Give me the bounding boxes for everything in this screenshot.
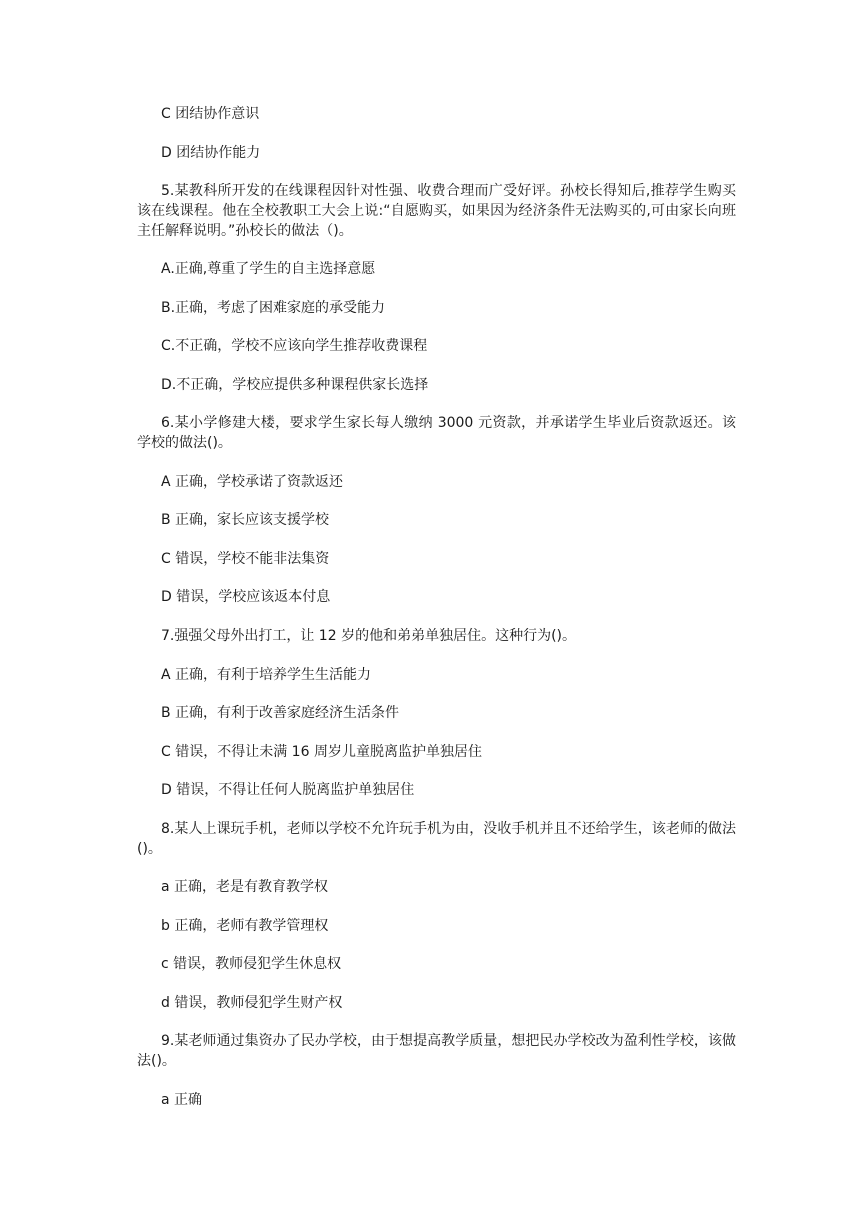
question-6: 6.某小学修建大楼，要求学生家长每人缴纳 3000 元资款，并承诺学生毕业后资款返还。该学校的做法()。 [137, 415, 736, 451]
option-d-q8: d 错误，教师侵犯学生财产权 [161, 995, 343, 1011]
option-d-q4: D 团结协作能力 [161, 145, 261, 161]
option-a-q5: A.正确,尊重了学生的自主选择意愿 [161, 261, 376, 277]
option-a-q6: A 正确，学校承诺了资款返还 [161, 474, 344, 490]
option-c-q4: C 团结协作意识 [161, 106, 260, 122]
option-b-q6: B 正确，家长应该支援学校 [161, 512, 330, 528]
option-c-q8: c 错误，教师侵犯学生休息权 [161, 956, 342, 972]
option-c-q7: C 错误，不得让未满 16 周岁儿童脱离监护单独居住 [161, 744, 482, 760]
option-a-q8: a 正确，老是有教育教学权 [161, 879, 329, 895]
option-d-q6: D 错误，学校应该返本付息 [161, 589, 331, 605]
option-b-q8: b 正确，老师有教学管理权 [161, 918, 329, 934]
option-b-q7: B 正确，有利于改善家庭经济生活条件 [161, 705, 400, 721]
question-7: 7.强强父母外出打工，让 12 岁的他和弟弟单独居住。这种行为()。 [161, 628, 576, 644]
option-c-q5: C.不正确，学校不应该向学生推荐收费课程 [161, 338, 428, 354]
option-c-q6: C 错误，学校不能非法集资 [161, 551, 330, 567]
option-d-q5: D.不正确，学校应提供多种课程供家长选择 [161, 377, 429, 393]
question-8: 8.某人上课玩手机，老师以学校不允许玩手机为由，没收手机并且不还给学生，该老师的做法()。 [137, 821, 736, 857]
option-d-q7: D 错误，不得让任何人脱离监护单独居住 [161, 782, 415, 798]
question-5: 5.某教科所开发的在线课程因针对性强、收费合理而广受好评。孙校长得知后,推荐学生购买该在线课程。他在全校教职工大会上说:“自愿购买，如果因为经济条件无法购买的,可由家长向班主任解释说明。”孙校长的做法（)。 [137, 183, 736, 239]
option-b-q5: B.正确，考虑了困难家庭的承受能力 [161, 300, 386, 316]
option-a-q7: A 正确，有利于培养学生生活能力 [161, 667, 372, 683]
option-a-q9: a 正确 [161, 1092, 203, 1108]
question-9: 9.某老师通过集资办了民办学校，由于想提高教学质量，想把民办学校改为盈利性学校，该做法()。 [137, 1033, 736, 1069]
